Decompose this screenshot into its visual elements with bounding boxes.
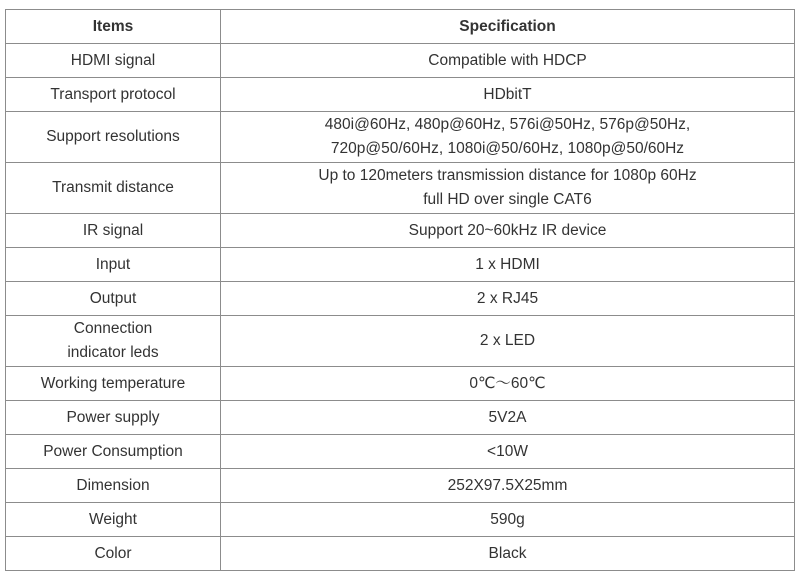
spec-cell [221, 248, 795, 282]
spec-cell [221, 282, 795, 316]
item-label: Power supply [66, 408, 160, 426]
table-row [6, 537, 795, 571]
item-cell [6, 367, 221, 401]
spec-value: 480i@60Hz, 480p@60Hz, 576i@50Hz, 576p@50Hz, [324, 116, 691, 133]
spec-value: 2 x RJ45 [476, 289, 539, 307]
table-row [6, 367, 795, 401]
item-cell [6, 316, 221, 367]
item-cell [6, 435, 221, 469]
spec-cell [221, 214, 795, 248]
item-cell [6, 537, 221, 571]
table-row [6, 435, 795, 469]
spec-value: Up to 120meters transmission distance for 1080p 60Hz [318, 167, 697, 184]
spec-value: HDbitT [483, 85, 532, 103]
spec-value: full HD over single CAT6 [423, 191, 592, 208]
table-row [6, 401, 795, 435]
header-items: Items [6, 10, 221, 44]
item-label: Output [89, 289, 137, 307]
item-label: Weight [89, 510, 137, 528]
item-cell [6, 401, 221, 435]
item-cell [6, 44, 221, 78]
item-cell [6, 248, 221, 282]
spec-cell [221, 367, 795, 401]
spec-cell [221, 435, 795, 469]
item-label: indicator leds [67, 344, 159, 361]
spec-cell [221, 316, 795, 367]
item-label: Connection [73, 320, 153, 337]
spec-value: Support 20~60kHz IR device [408, 221, 607, 239]
item-label: Transmit distance [52, 179, 174, 196]
table-row [6, 214, 795, 248]
spec-cell [221, 78, 795, 112]
spec-cell [221, 469, 795, 503]
item-cell [6, 214, 221, 248]
spec-value: Black [488, 544, 527, 562]
item-label: Transport protocol [50, 85, 176, 103]
item-label: Power Consumption [43, 442, 183, 460]
header-specification: Specification [221, 10, 795, 44]
table-header-row [6, 10, 795, 44]
table-row [6, 316, 795, 367]
spec-value: 0℃～60℃ [469, 374, 546, 392]
spec-cell [221, 503, 795, 537]
spec-value: Compatible with HDCP [428, 51, 587, 69]
table-row [6, 248, 795, 282]
item-label: Support resolutions [46, 128, 180, 145]
table-row [6, 503, 795, 537]
item-cell [6, 503, 221, 537]
table-row [6, 112, 795, 163]
item-cell [6, 78, 221, 112]
table-row [6, 469, 795, 503]
item-label: Dimension [76, 476, 150, 494]
spec-table [5, 9, 795, 571]
spec-value: 2 x LED [479, 332, 536, 349]
spec-cell [221, 537, 795, 571]
spec-cell [221, 163, 795, 214]
item-cell [6, 112, 221, 163]
item-cell [6, 282, 221, 316]
item-cell [6, 469, 221, 503]
spec-cell [221, 44, 795, 78]
spec-value: 5V2A [488, 408, 527, 426]
table-row [6, 44, 795, 78]
table-row [6, 282, 795, 316]
spec-value: 252X97.5X25mm [447, 476, 568, 494]
spec-value: 720p@50/60Hz, 1080i@50/60Hz, 1080p@50/60Hz [330, 140, 685, 157]
item-label: HDMI signal [70, 51, 156, 69]
spec-value: <10W [487, 442, 528, 460]
spec-value: 1 x HDMI [475, 255, 540, 273]
item-cell [6, 163, 221, 214]
spec-cell [221, 401, 795, 435]
table-row [6, 78, 795, 112]
spec-cell [221, 112, 795, 163]
item-label: Working temperature [40, 374, 186, 392]
item-label: IR signal [82, 221, 144, 239]
spec-value: 590g [490, 510, 525, 528]
table-row [6, 163, 795, 214]
item-label: Color [94, 544, 132, 562]
table-body [6, 44, 795, 571]
item-label: Input [95, 255, 131, 273]
